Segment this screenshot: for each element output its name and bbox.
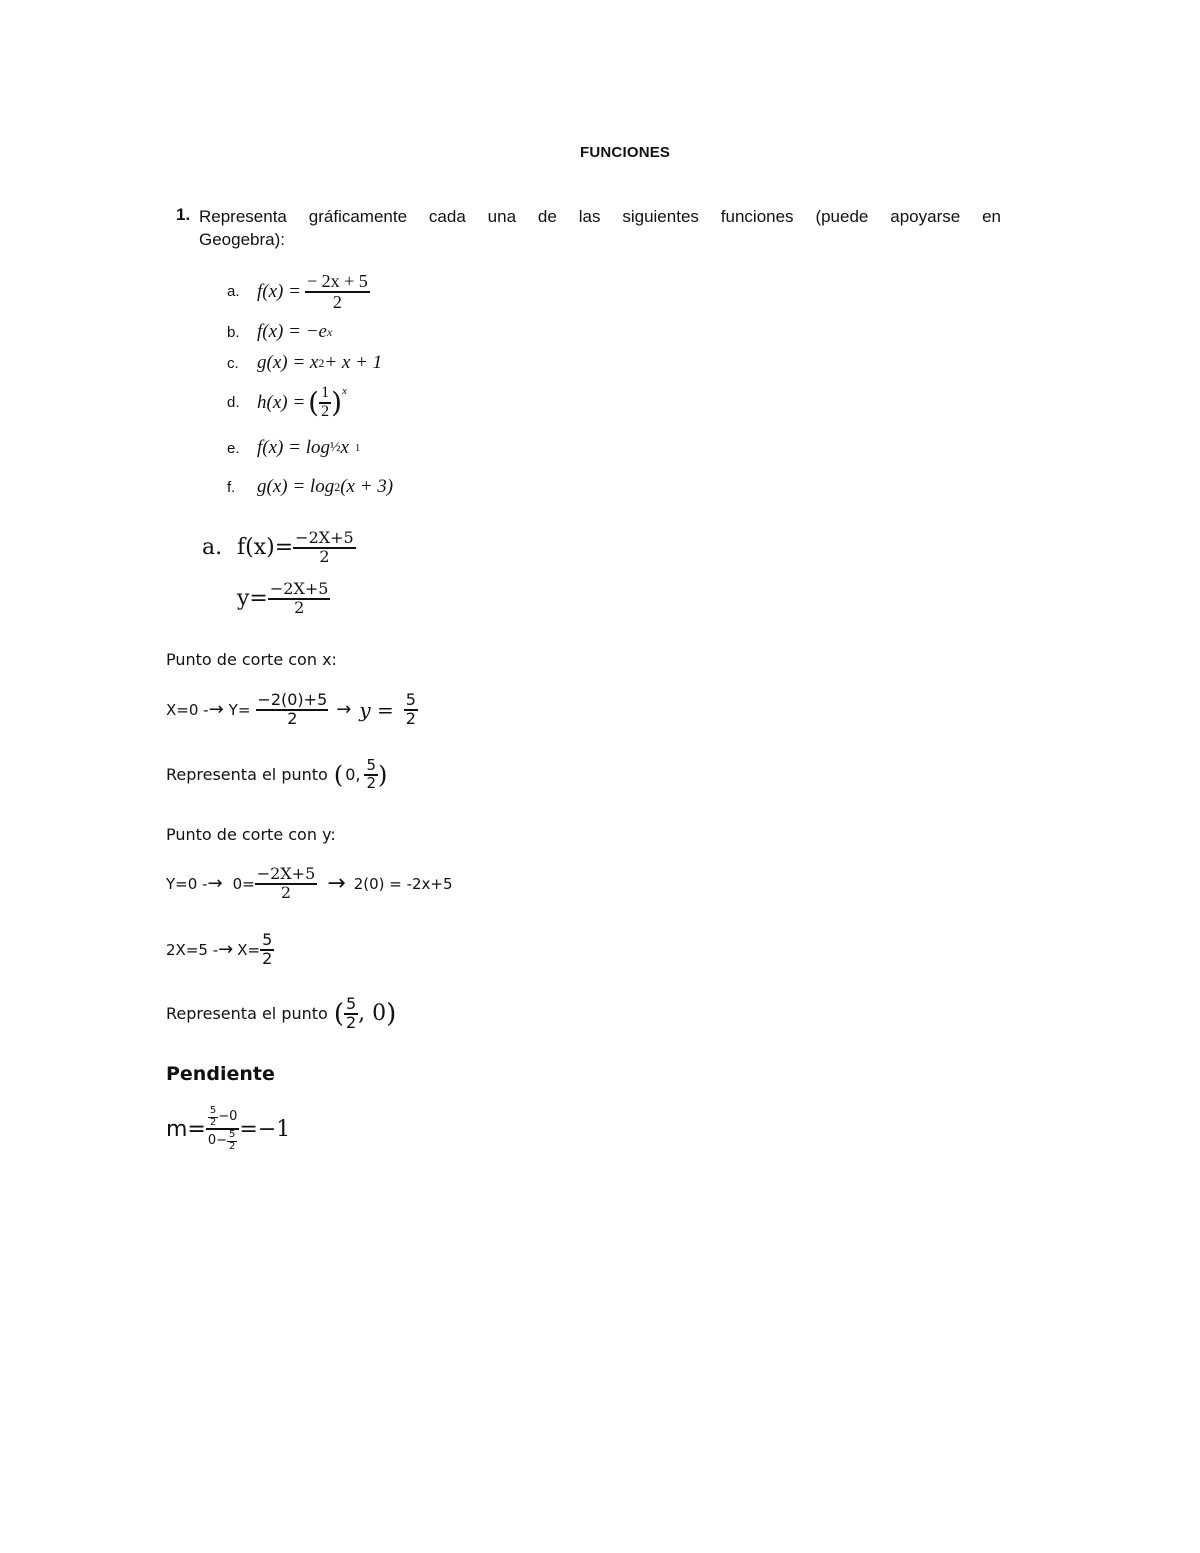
fraction-denominator: 2 <box>366 773 377 792</box>
fraction-numerator: 5 <box>366 756 377 774</box>
fraction-numerator: −2X+5 <box>256 864 316 883</box>
solution-y-line <box>237 581 330 617</box>
function-e <box>227 437 360 459</box>
text: −0 <box>218 1109 238 1125</box>
arrow-icon: → <box>208 699 224 721</box>
function-expr: g(x) = x <box>257 352 319 373</box>
fraction-numerator: −2X+5 <box>269 579 329 598</box>
solution-y-fraction <box>268 581 331 617</box>
text: y = <box>359 697 394 722</box>
fraction-numerator: −2(0)+5 <box>257 690 328 709</box>
slope-line <box>166 1106 290 1152</box>
fraction-denominator: 2 <box>319 546 330 566</box>
cut-x-title: Punto de corte con x: <box>166 650 337 669</box>
point-2-fraction <box>344 996 358 1032</box>
point-1-fraction <box>364 758 378 792</box>
fraction-denominator: 2 <box>294 597 305 617</box>
text: X=0 - <box>166 700 209 719</box>
x-solve-line <box>166 932 274 968</box>
question-text-line2: Geogebra): <box>199 230 285 249</box>
point-1-line <box>166 758 387 792</box>
fraction-numerator: 1 <box>319 385 331 404</box>
slope-denominator <box>206 1130 240 1152</box>
function-expr: f(x) = log <box>257 437 330 458</box>
function-letter: c. <box>227 354 239 372</box>
paren: ) <box>386 998 397 1029</box>
solution-a-lhs: f(x)= <box>237 535 294 561</box>
paren: ( <box>333 760 344 789</box>
arrow-icon: → <box>207 873 223 895</box>
cut-x-fraction <box>256 692 328 728</box>
text: Y= <box>228 700 251 719</box>
cut-x-result-fraction <box>404 692 418 728</box>
function-tail: x <box>340 437 349 458</box>
fraction-denominator: 2 <box>280 882 292 902</box>
slope-result: =−1 <box>239 1116 291 1142</box>
cut-y-fraction <box>255 866 318 902</box>
cut-y-line <box>166 866 453 902</box>
function-sup: 1 <box>354 442 361 454</box>
function-c <box>227 352 382 374</box>
function-letter: e. <box>227 439 240 457</box>
text: Y=0 - <box>166 874 208 893</box>
text: 2X=5 - <box>166 940 219 959</box>
fraction-numerator: 5 <box>229 1129 236 1140</box>
solution-y-lhs: y= <box>237 586 268 612</box>
text: 0= <box>232 874 255 893</box>
fraction-denominator: 2 <box>405 708 416 728</box>
text: X= <box>237 940 261 959</box>
point-2-line <box>166 996 396 1032</box>
function-letter: f. <box>227 478 236 496</box>
function-letter: d. <box>227 394 240 412</box>
cut-y-title: Punto de corte con y: <box>166 825 336 844</box>
function-letter: a. <box>227 283 240 301</box>
fraction-denominator: 2 <box>287 708 298 728</box>
arrow-icon: → <box>336 699 352 721</box>
text: m= <box>166 1116 206 1142</box>
function-expr: f(x) = −e <box>257 321 327 342</box>
x-solve-fraction <box>260 932 274 968</box>
function-a <box>227 272 370 312</box>
fraction-numerator: −2X+5 <box>295 528 354 547</box>
text: , 0 <box>358 1001 387 1027</box>
function-sup: x <box>326 324 333 339</box>
function-b <box>227 321 332 343</box>
question-number: 1. <box>176 205 191 224</box>
question-text <box>199 205 1001 251</box>
function-sub: ½ <box>329 440 341 455</box>
function-sup: x <box>342 385 347 397</box>
fraction-numerator: − 2x + 5 <box>306 271 368 291</box>
function-tail: + x + 1 <box>324 352 383 373</box>
question-text-line1: Representa gráficamente cada una de las siguientes funciones (puede apoyarse en <box>199 207 1001 226</box>
fraction-denominator: 2 <box>209 1116 217 1128</box>
text: 0, <box>345 765 361 785</box>
solution-a-line <box>202 530 356 566</box>
function-lhs: h(x) = <box>257 391 306 413</box>
text: Representa el punto <box>166 1004 328 1024</box>
fraction-denominator: 2 <box>345 1012 357 1032</box>
function-f <box>227 476 393 498</box>
slope-title: Pendiente <box>166 1063 275 1085</box>
function-lhs: f(x) = <box>257 280 301 302</box>
function-d: d. h(x) = ( $\frac{1}{2}$ ) $^x$ <box>227 384 347 420</box>
page-title: FUNCIONES <box>580 144 671 161</box>
nested-fraction <box>227 1130 237 1152</box>
function-expr: g(x) = log <box>257 476 335 497</box>
paren: ) <box>378 760 388 789</box>
fraction-denominator: 2 <box>332 291 342 312</box>
fraction-numerator: 5 <box>405 690 416 709</box>
fraction-denominator: 2 <box>229 1140 236 1152</box>
fraction-denominator: 2 <box>321 402 330 420</box>
function-sub: 2 <box>334 479 341 494</box>
function-tail: (x + 3) <box>340 476 394 497</box>
fraction-numerator: 5 <box>209 1105 217 1116</box>
cut-x-line <box>166 692 418 728</box>
function-fraction <box>305 272 370 312</box>
arrow-icon: → <box>218 939 234 961</box>
function-letter: b. <box>227 323 240 341</box>
fraction-denominator: 2 <box>262 948 273 968</box>
fraction-numerator: 5 <box>345 994 357 1013</box>
solution-a-fraction <box>293 530 356 566</box>
nested-fraction <box>208 1106 218 1128</box>
paren: ( <box>333 998 344 1029</box>
function-sup: 2 <box>318 355 325 370</box>
slope-numerator <box>206 1106 240 1130</box>
slope-fraction <box>206 1106 240 1152</box>
solution-a-label: a. <box>202 535 223 561</box>
text: 2(0) = -2x+5 <box>353 874 453 893</box>
arrow-icon: → <box>327 871 346 897</box>
fraction-numerator: 5 <box>262 930 273 949</box>
text: Representa el punto <box>166 765 328 785</box>
function-fraction <box>319 385 331 421</box>
text: 0− <box>207 1133 228 1149</box>
